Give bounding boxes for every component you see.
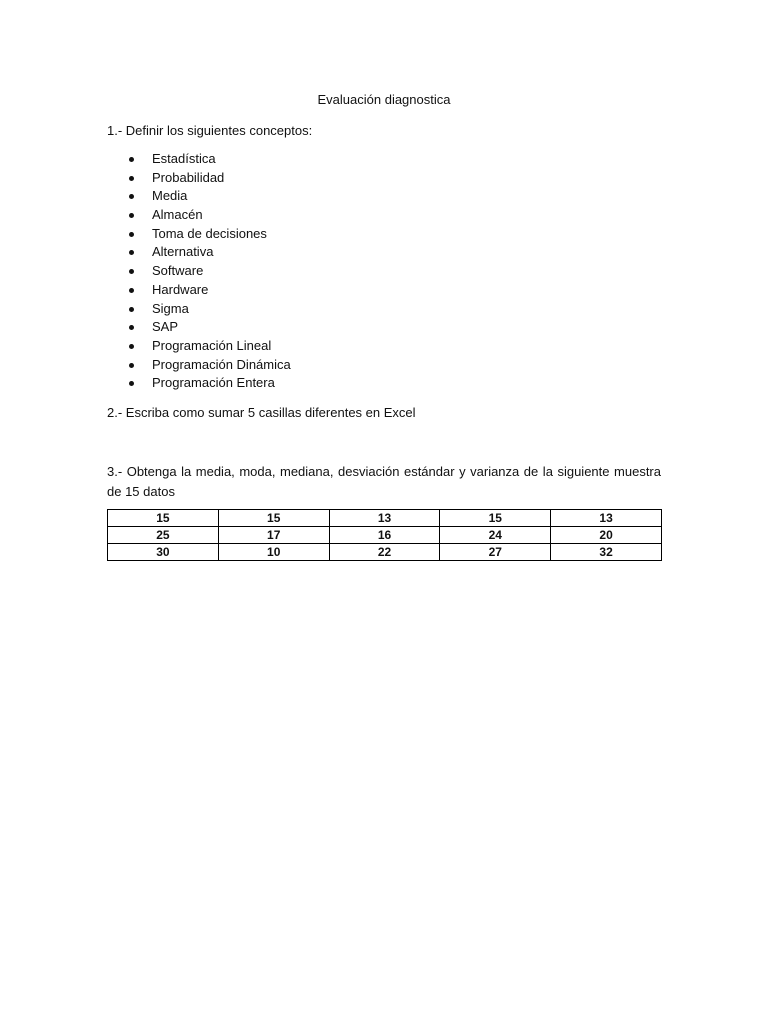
list-item xyxy=(107,206,291,225)
concept-label: Almacén xyxy=(152,207,203,223)
table-cell: 22 xyxy=(329,544,440,561)
table-cell: 30 xyxy=(108,544,219,561)
list-item xyxy=(107,262,291,281)
bullet-icon xyxy=(129,325,134,330)
bullet-icon xyxy=(129,232,134,237)
table-cell: 15 xyxy=(218,510,329,527)
question-3-text: 3.- Obtenga la media, moda, mediana, desviación estándar y varianza de la siguiente muestra de 15 datos xyxy=(107,464,661,499)
table-row xyxy=(108,510,662,527)
concept-label: Alternativa xyxy=(152,244,214,260)
table-cell: 16 xyxy=(329,527,440,544)
list-item xyxy=(107,281,291,300)
question-2-text: 2.- Escriba como sumar 5 casillas diferentes en Excel xyxy=(107,405,416,420)
bullet-icon xyxy=(129,344,134,349)
question-1-text: 1.- Definir los siguientes conceptos: xyxy=(107,123,313,138)
table-cell: 15 xyxy=(440,510,551,527)
bullet-icon xyxy=(129,194,134,199)
concept-label: Probabilidad xyxy=(152,169,225,185)
bullet-icon xyxy=(129,363,134,368)
table-cell: 24 xyxy=(440,527,551,544)
list-item xyxy=(107,337,291,356)
concept-label: Programación Entera xyxy=(152,375,275,391)
table-cell: 27 xyxy=(440,544,551,561)
list-item xyxy=(107,150,291,169)
table-cell: 15 xyxy=(108,510,219,527)
concept-label: Toma de decisiones xyxy=(152,225,267,241)
list-item xyxy=(107,225,291,244)
list-item xyxy=(107,169,291,188)
list-item xyxy=(107,356,291,375)
concept-label: Hardware xyxy=(152,281,209,297)
concept-label: SAP xyxy=(152,319,179,335)
table-cell: 25 xyxy=(108,527,219,544)
concept-label: Media xyxy=(152,188,188,204)
table-cell: 32 xyxy=(551,544,662,561)
bullet-icon xyxy=(129,307,134,312)
list-item xyxy=(107,318,291,337)
sample-data-table xyxy=(107,509,662,561)
table-cell: 13 xyxy=(329,510,440,527)
concept-label: Sigma xyxy=(152,300,189,316)
table-cell: 13 xyxy=(551,510,662,527)
concepts-list xyxy=(107,150,291,393)
list-item xyxy=(107,243,291,262)
bullet-icon xyxy=(129,250,134,255)
table-row xyxy=(108,527,662,544)
concept-label: Programación Dinámica xyxy=(152,356,291,372)
table-cell: 20 xyxy=(551,527,662,544)
bullet-icon xyxy=(129,288,134,293)
bullet-icon xyxy=(129,381,134,386)
list-item xyxy=(107,300,291,319)
table-cell: 10 xyxy=(218,544,329,561)
document-title: Evaluación diagnostica xyxy=(317,92,451,107)
list-item xyxy=(107,374,291,393)
table-cell: 17 xyxy=(218,527,329,544)
concept-label: Programación Lineal xyxy=(152,337,272,353)
list-item xyxy=(107,187,291,206)
bullet-icon xyxy=(129,269,134,274)
bullet-icon xyxy=(129,213,134,218)
bullet-icon xyxy=(129,157,134,162)
bullet-icon xyxy=(129,176,134,181)
table-row xyxy=(108,544,662,561)
concept-label: Estadística xyxy=(152,151,216,166)
concept-label: Software xyxy=(152,263,204,279)
